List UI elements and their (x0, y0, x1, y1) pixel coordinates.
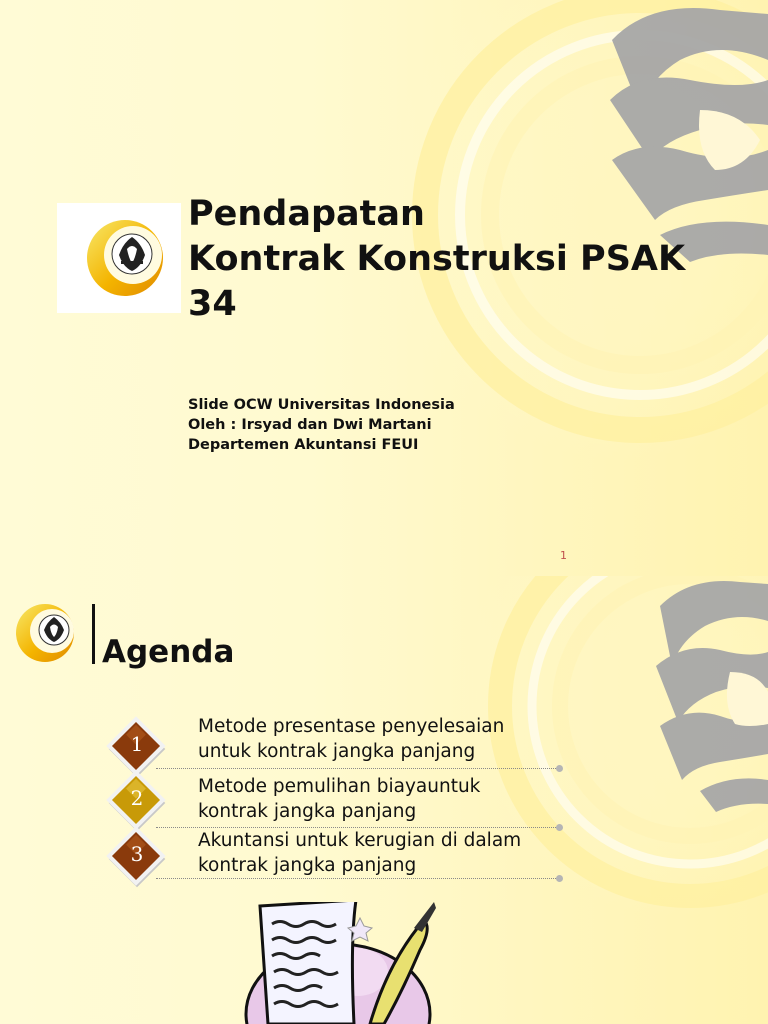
item-number: 1 (130, 732, 144, 756)
rule-end-dot (556, 765, 563, 772)
university-logo (57, 203, 181, 313)
title-line-3: 34 (188, 284, 237, 324)
item-text: Metode presentase penyelesaian untuk kontrak jangka panjang (198, 716, 505, 762)
presentation-subtitle (188, 395, 455, 455)
universitas-indonesia-logo (57, 203, 181, 313)
item-text: Metode pemulihan biayauntuk kontrak jangka panjang (198, 776, 481, 822)
dotted-rule (156, 768, 560, 769)
rule-end-dot (556, 824, 563, 831)
document-quill-clipart (238, 902, 438, 1024)
page-number: 1 (560, 549, 567, 562)
number-badge (104, 824, 170, 890)
item-text: Akuntansi untuk kerugian di dalam kontrak jangka panjang (198, 830, 522, 876)
item-number: 3 (130, 842, 144, 866)
item-number: 2 (130, 786, 144, 810)
subtitle-line-2: Oleh : Irsyad dan Dwi Martani (188, 417, 432, 433)
title-line-2: Kontrak Konstruksi PSAK (188, 239, 686, 279)
subtitle-line-1: Slide OCW Universitas Indonesia (188, 397, 455, 413)
dotted-rule (156, 878, 560, 879)
title-divider (92, 604, 95, 664)
universitas-indonesia-logo (16, 602, 78, 664)
subtitle-line-3: Departemen Akuntansi FEUI (188, 437, 419, 453)
presentation-title (188, 192, 758, 327)
agenda-title: Agenda (102, 634, 235, 670)
title-line-1: Pendapatan (188, 194, 425, 234)
agenda-slide (0, 576, 768, 1024)
rule-end-dot (556, 875, 563, 882)
